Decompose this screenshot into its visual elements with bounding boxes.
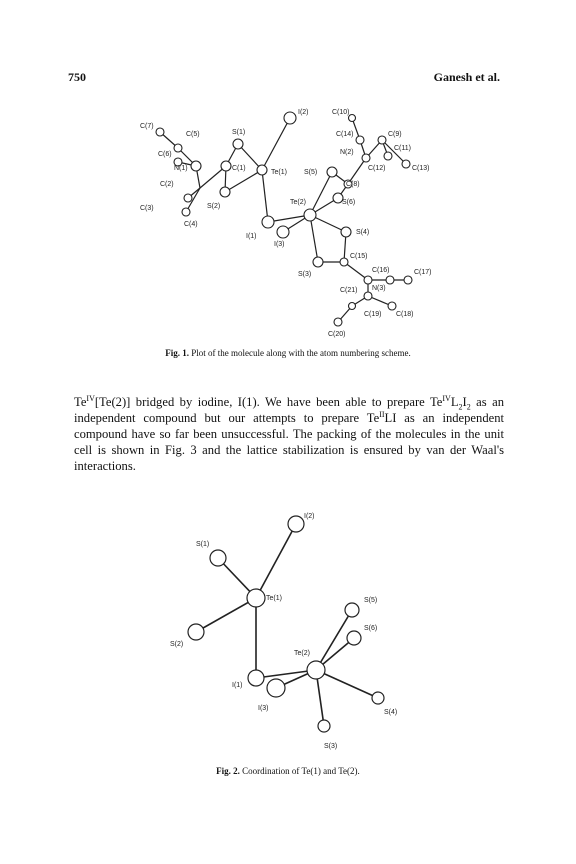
para-text-4: I: [462, 395, 467, 409]
atom-label-i2: I(2): [304, 513, 315, 520]
figure-2-caption: [0, 766, 576, 776]
figure-2-atoms: [188, 516, 384, 732]
atom-label-n2: N(2): [340, 149, 354, 156]
atom-label-i3: I(3): [274, 241, 285, 248]
atom-label-c19: C(19): [364, 311, 382, 318]
atom-label-c20: C(20): [328, 331, 346, 338]
atom-label-te2: Te(2): [290, 199, 306, 206]
para-text-6: LI as an independent compound have so far been unsuccessful. The packing of the molecules in the unit cell is shown in Fig. 3 and the lattice stabilization is ensured by van der Waal's interactions.: [74, 411, 505, 473]
atom-label-c9: C(9): [388, 131, 402, 138]
atom-label-c15: C(15): [350, 253, 368, 260]
atom-label-te1: Te(1): [271, 169, 287, 176]
atom-label-c4: C(4): [184, 221, 198, 228]
atom-label-s2: S(2): [170, 641, 184, 648]
figure-1-caption-text: Plot of the molecule along with the atom numbering scheme.: [191, 348, 411, 358]
para-sup-2: IV: [442, 393, 451, 403]
atom-label-c2: C(2): [160, 181, 174, 188]
atom-label-n3: N(3): [372, 285, 386, 292]
atom-label-n1: N(1): [174, 165, 188, 172]
atom-label-c17: C(17): [414, 269, 432, 276]
atom-label-c21: C(21): [340, 287, 358, 294]
figure-1-molecule-plot: [0, 100, 576, 340]
para-sup-3: II: [379, 409, 385, 419]
para-text-3: L: [450, 395, 459, 409]
para-text-1: Te: [74, 395, 87, 409]
atom-label-c11: C(11): [394, 145, 411, 152]
para-sub-1: 2: [458, 402, 463, 412]
atom-label-s2: S(2): [207, 203, 221, 210]
atom-label-c10: C(10): [332, 109, 350, 116]
atom-label-c14: C(14): [336, 131, 354, 138]
atom-label-s3: S(3): [324, 743, 338, 750]
figure-2-caption-text: Coordination of Te(1) and Te(2).: [242, 766, 360, 776]
atom-label-i1: I(1): [246, 233, 257, 240]
atom-label-c18: C(18): [396, 311, 414, 318]
atom-label-i1: I(1): [232, 682, 243, 689]
atom-label-c13: C(13): [412, 165, 430, 172]
atom-label-s5: S(5): [304, 169, 318, 176]
atom-label-s1: S(1): [232, 129, 246, 136]
figure-2-caption-label: Fig. 2.: [216, 766, 240, 776]
para-text-5: as an independent compound but our attempts to prepare Te: [74, 395, 504, 425]
atom-label-c3: C(3): [140, 205, 154, 212]
atom-label-c8: C(8): [346, 181, 360, 188]
figure-1-bonds: [160, 118, 408, 322]
atom-label-s1: S(1): [196, 541, 210, 548]
atom-label-s6: S(6): [342, 199, 356, 206]
atom-label-i2: I(2): [298, 109, 309, 116]
atom-label-s3: S(3): [298, 271, 312, 278]
para-sup-1: IV: [86, 393, 95, 403]
para-text-2: [Te(2)] bridged by iodine, I(1). We have been able to prepare Te: [94, 395, 443, 409]
atom-label-te1: Te(1): [266, 595, 282, 602]
figure-2-coordination: [0, 500, 576, 760]
atom-label-c5: C(5): [186, 131, 200, 138]
atom-label-s4: S(4): [384, 709, 398, 716]
atom-label-s6: S(6): [364, 625, 378, 632]
figure-1-caption-label: Fig. 1.: [165, 348, 190, 358]
atom-label-c1: C(1): [232, 165, 246, 172]
atom-label-c16: C(16): [372, 267, 390, 274]
atom-label-s4: S(4): [356, 229, 370, 236]
atom-label-i3: I(3): [258, 705, 269, 712]
atom-label-c7: C(7): [140, 123, 154, 130]
atom-label-te2: Te(2): [294, 650, 310, 657]
atom-label-c12: C(12): [368, 165, 386, 172]
figure-1-caption: [0, 348, 576, 358]
running-head: Ganesh et al.: [433, 70, 500, 84]
para-sub-2: 2: [466, 402, 471, 412]
atom-label-s5: S(5): [364, 597, 378, 604]
body-paragraph: [74, 394, 504, 474]
atom-label-c6: C(6): [158, 151, 172, 158]
page-number: 750: [68, 70, 86, 84]
